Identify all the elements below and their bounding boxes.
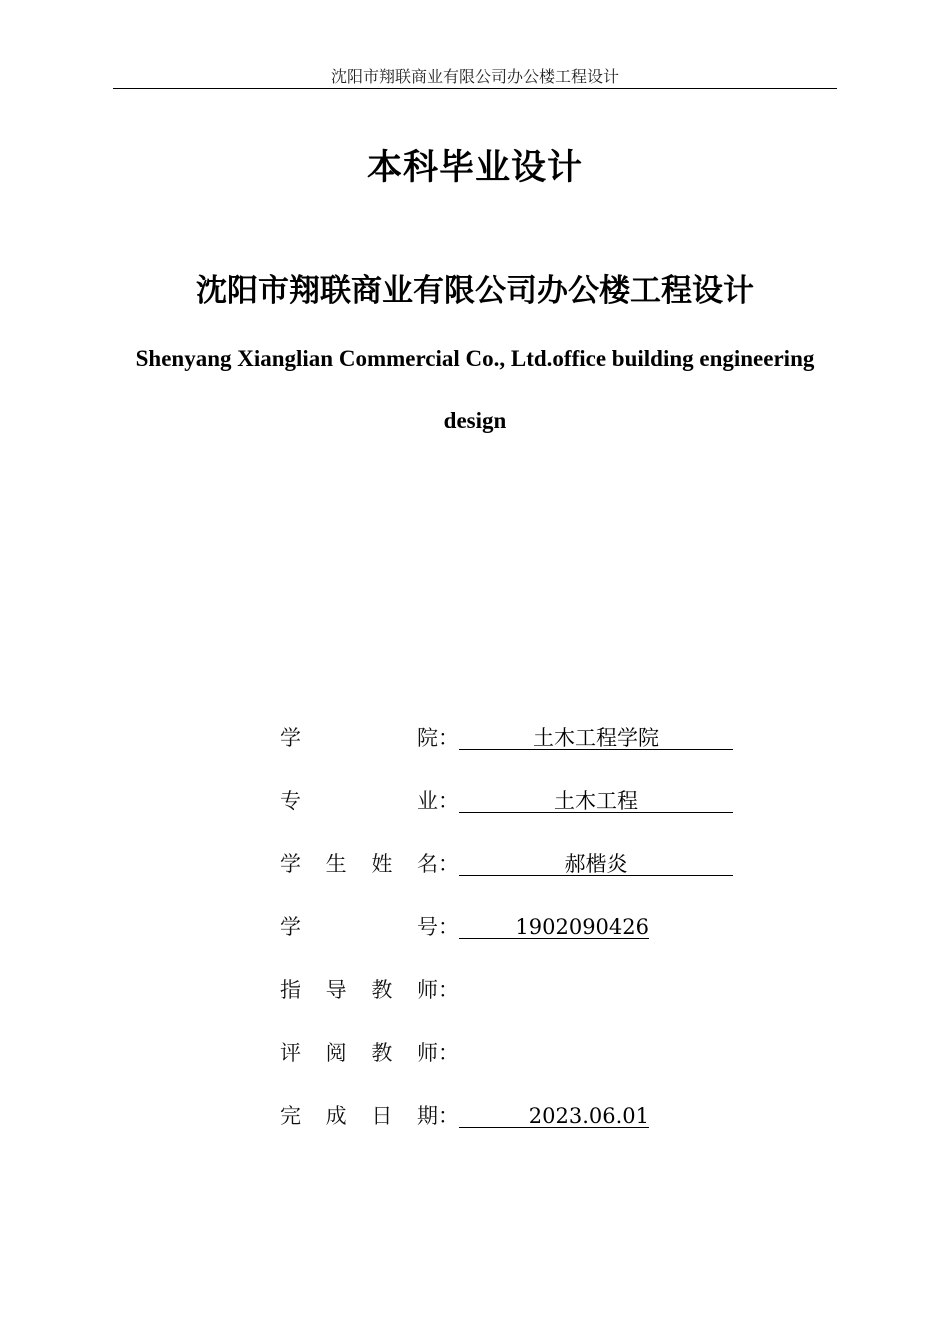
info-row-advisor — [280, 972, 733, 1035]
running-header: 沈阳市翔联商业有限公司办公楼工程设计 — [330, 67, 619, 86]
advisor-colon: ： — [438, 978, 459, 1002]
info-row-student-name — [280, 846, 733, 909]
info-row-student-id — [280, 909, 733, 972]
student-name-label: 学 生 姓 名 — [280, 852, 438, 876]
student-info-block — [280, 720, 733, 1161]
info-row-reviewer — [280, 1035, 733, 1098]
info-row-major — [280, 783, 733, 846]
thesis-title-chinese: 沈阳市翔联商业有限公司办公楼工程设计 — [196, 273, 754, 309]
student-id-value: 1902090426 — [459, 909, 649, 939]
completion-date-colon: ： — [438, 1104, 459, 1128]
header-divider — [113, 88, 837, 89]
student-name-value: 郝楷炎 — [459, 846, 733, 876]
college-label: 学 院 — [280, 726, 438, 750]
thesis-title-english: Shenyang Xianglian Commercial Co., Ltd.office building engineering design — [135, 346, 815, 433]
document-type-heading: 本科毕业设计 — [366, 148, 583, 188]
student-id-label: 学 号 — [280, 915, 438, 939]
college-colon: ： — [438, 726, 459, 750]
info-row-completion-date — [280, 1098, 733, 1161]
info-row-college — [280, 720, 733, 783]
major-value: 土木工程 — [459, 783, 733, 813]
reviewer-label: 评 阅 教 师 — [280, 1041, 438, 1065]
college-value: 土木工程学院 — [459, 720, 733, 750]
major-label: 专 业 — [280, 789, 438, 813]
reviewer-colon: ： — [438, 1041, 459, 1065]
student-id-colon: ： — [438, 915, 459, 939]
completion-date-label: 完 成 日 期 — [280, 1104, 438, 1128]
major-colon: ： — [438, 789, 459, 813]
advisor-label: 指 导 教 师 — [280, 978, 438, 1002]
student-name-colon: ： — [438, 852, 459, 876]
completion-date-value: 2023.06.01 — [459, 1098, 649, 1128]
